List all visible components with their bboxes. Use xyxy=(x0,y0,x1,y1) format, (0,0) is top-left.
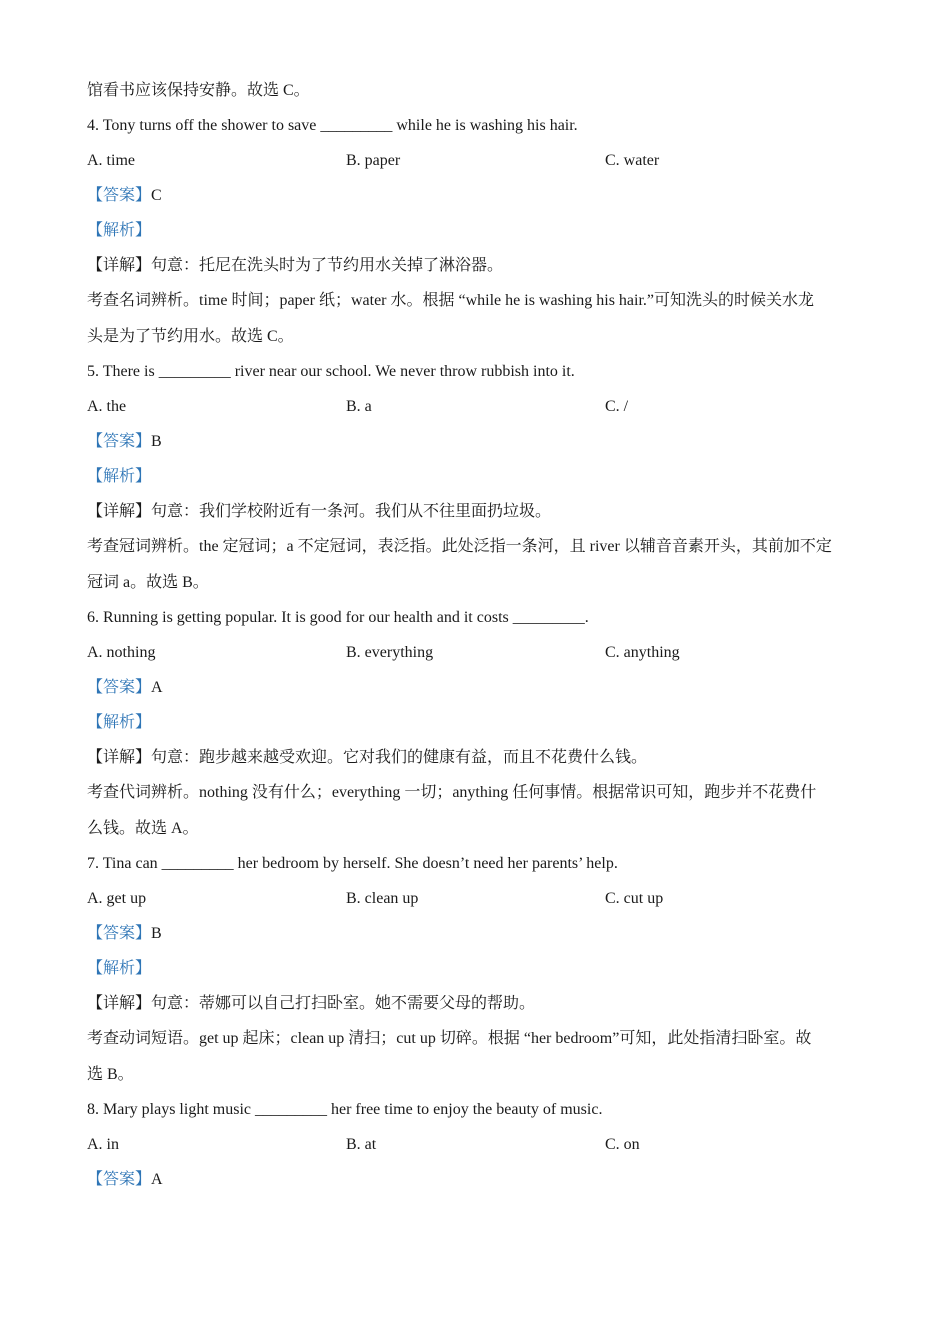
option-a: A. nothing xyxy=(87,644,156,661)
option-a: A. get up xyxy=(87,890,147,907)
detail-text: 【详解】句意：跑步越来越受欢迎。它对我们的健康有益，而且不花费什么钱。 xyxy=(87,749,648,766)
analysis-label: 【解析】 xyxy=(87,222,152,239)
answer-value: B xyxy=(151,925,162,942)
option-c: C. cut up xyxy=(605,890,664,907)
explanation-text: 馆看书应该保持安静。故选 C。 xyxy=(87,82,310,99)
option-c: C. on xyxy=(605,1136,640,1153)
question-7: 7. Tina can _________ her bedroom by herself. She doesn’t need her parents’ help. xyxy=(87,855,618,872)
option-a: A. in xyxy=(87,1136,119,1153)
detail-text: 【详解】句意：托尼在洗头时为了节约用水关掉了淋浴器。 xyxy=(87,257,504,274)
answer-label: 【答案】 xyxy=(87,925,152,942)
option-a: A. time xyxy=(87,152,135,169)
answer-value: A xyxy=(151,679,163,696)
answer-value: A xyxy=(151,1171,163,1188)
option-b: B. at xyxy=(346,1136,377,1153)
answer-label: 【答案】 xyxy=(87,679,152,696)
option-a: A. the xyxy=(87,398,127,415)
question-8: 8. Mary plays light music _________ her free time to enjoy the beauty of music. xyxy=(87,1101,603,1118)
answer-q6 xyxy=(87,677,870,699)
analysis-label: 【解析】 xyxy=(87,468,152,485)
option-b: B. paper xyxy=(346,152,401,169)
answer-q7 xyxy=(87,923,870,945)
answer-q8 xyxy=(87,1169,870,1191)
answer-q5 xyxy=(87,431,870,453)
answer-label: 【答案】 xyxy=(87,187,152,204)
option-b: B. clean up xyxy=(346,890,419,907)
explanation-text: 考查动词短语。get up 起床；clean up 清扫；cut up 切碎。根据 “her bedroom”可知，此处指清扫卧室。故 xyxy=(87,1030,812,1047)
explanation-text: 考查代词辨析。nothing 没有什么；everything 一切；anything 任何事情。根据常识可知，跑步并不花费什 xyxy=(87,784,817,801)
question-5: 5. There is _________ river near our school. We never throw rubbish into it. xyxy=(87,363,575,380)
answer-label: 【答案】 xyxy=(87,1171,152,1188)
explanation-text: 考查冠词辨析。the 定冠词；a 不定冠词，表泛指。此处泛指一条河，且 river 以辅音音素开头，其前加不定 xyxy=(87,538,832,555)
answer-value: C xyxy=(151,187,162,204)
explanation-text: 头是为了节约用水。故选 C。 xyxy=(87,328,294,345)
answer-label: 【答案】 xyxy=(87,433,152,450)
answer-value: B xyxy=(151,433,162,450)
question-6: 6. Running is getting popular. It is good for our health and it costs _________. xyxy=(87,609,589,626)
explanation-text: 选 B。 xyxy=(87,1066,134,1083)
analysis-label: 【解析】 xyxy=(87,714,152,731)
analysis-label: 【解析】 xyxy=(87,960,152,977)
explanation-text: 么钱。故选 A。 xyxy=(87,820,199,837)
explanation-text: 冠词 a。故选 B。 xyxy=(87,574,209,591)
option-b: B. everything xyxy=(346,644,434,661)
option-c: C. water xyxy=(605,152,660,169)
answer-q4 xyxy=(87,185,870,207)
question-4: 4. Tony turns off the shower to save _________ while he is washing his hair. xyxy=(87,117,578,134)
option-c: C. / xyxy=(605,398,629,415)
option-c: C. anything xyxy=(605,644,680,661)
option-b: B. a xyxy=(346,398,372,415)
detail-text: 【详解】句意：蒂娜可以自己打扫卧室。她不需要父母的帮助。 xyxy=(87,995,536,1012)
explanation-text: 考查名词辨析。time 时间；paper 纸；water 水。根据 “while he is washing his hair.”可知洗头的时候关水龙 xyxy=(87,292,815,309)
detail-text: 【详解】句意：我们学校附近有一条河。我们从不往里面扔垃圾。 xyxy=(87,503,552,520)
